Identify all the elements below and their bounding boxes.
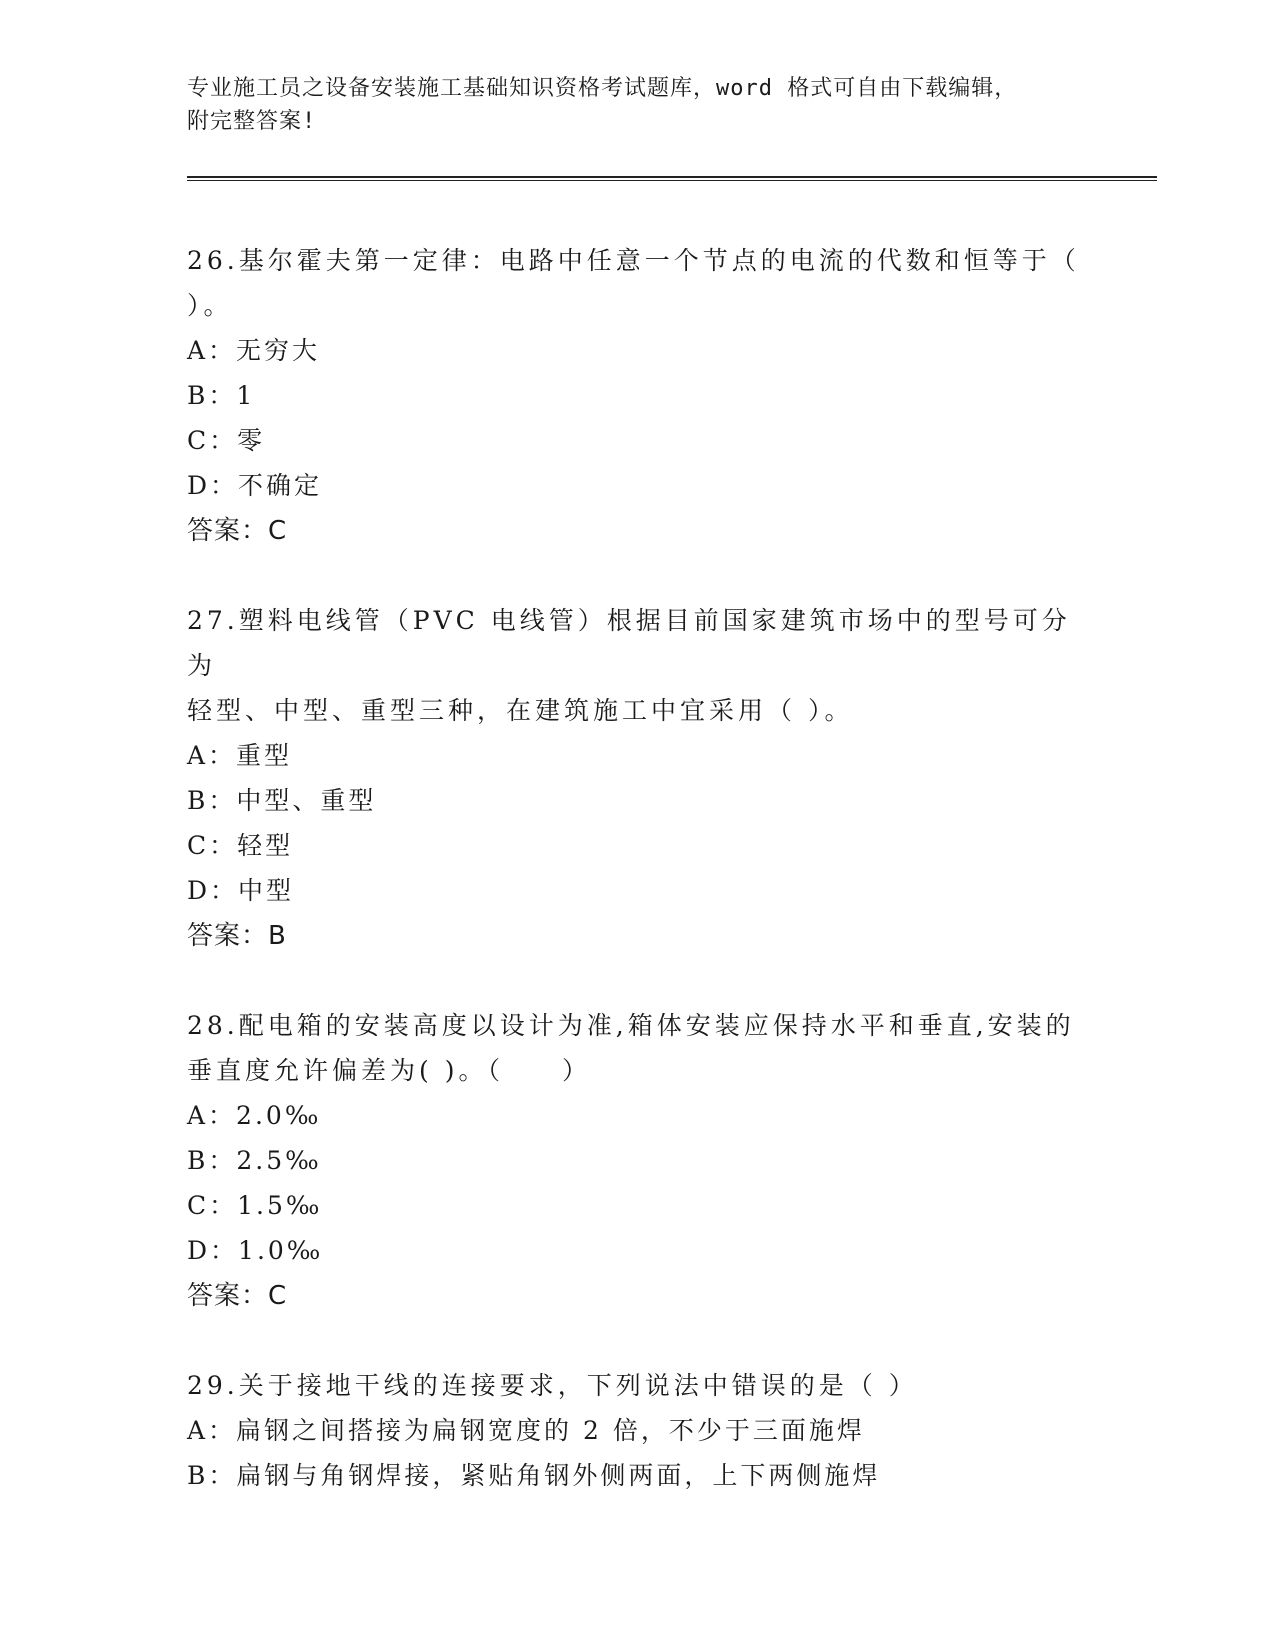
option-a: A：无穷大: [187, 336, 321, 365]
option-d: D：中型: [187, 876, 295, 905]
question-stem-continued: ）。: [187, 291, 233, 320]
option-b: B：1: [187, 381, 256, 410]
header-divider: [187, 176, 1157, 181]
question-stem: 26.基尔霍夫第一定律：电路中任意一个节点的电流的代数和恒等于（: [187, 246, 1080, 275]
document-header: [187, 72, 1087, 138]
question-27: [187, 598, 1087, 959]
question-stem-continued: 轻型、中型、重型三种，在建筑施工中宜采用（ ）。: [187, 696, 854, 725]
answer-line: 答案：B: [187, 921, 287, 951]
header-line-2: 附完整答案!: [187, 109, 317, 134]
option-a: A：2.0‰: [187, 1101, 322, 1130]
answer-line: 答案：C: [187, 516, 288, 546]
option-a: A：重型: [187, 741, 293, 770]
answer-line: 答案：C: [187, 1281, 288, 1311]
question-stem: 29.关于接地干线的连接要求，下列说法中错误的是（ ）: [187, 1371, 918, 1400]
option-c: C：轻型: [187, 831, 294, 860]
option-c: C：零: [187, 426, 266, 455]
option-b: B：中型、重型: [187, 786, 377, 815]
option-d: D：不确定: [187, 471, 323, 500]
option-b: B：扁钢与角钢焊接，紧贴角钢外侧两面，上下两侧施焊: [187, 1461, 881, 1490]
question-28: [187, 1003, 1087, 1319]
question-26: [187, 238, 1087, 554]
question-29: [187, 1363, 1087, 1498]
question-list: [187, 238, 1087, 1542]
question-stem: 27.塑料电线管（PVC 电线管）根据目前国家建筑市场中的型号可分为: [187, 606, 1071, 680]
option-a: A：扁钢之间搭接为扁钢宽度的 2 倍，不少于三面施焊: [187, 1416, 865, 1445]
question-stem: 28.配电箱的安装高度以设计为准,箱体安装应保持水平和垂直,安装的: [187, 1011, 1075, 1040]
header-line-1: 专业施工员之设备安装施工基础知识资格考试题库，word 格式可自由下载编辑，: [187, 76, 1018, 101]
question-stem-continued: 垂直度允许偏差为( )。（ ）: [187, 1056, 591, 1085]
option-c: C：1.5‰: [187, 1191, 323, 1220]
option-d: D：1.0‰: [187, 1236, 324, 1265]
option-b: B：2.5‰: [187, 1146, 322, 1175]
